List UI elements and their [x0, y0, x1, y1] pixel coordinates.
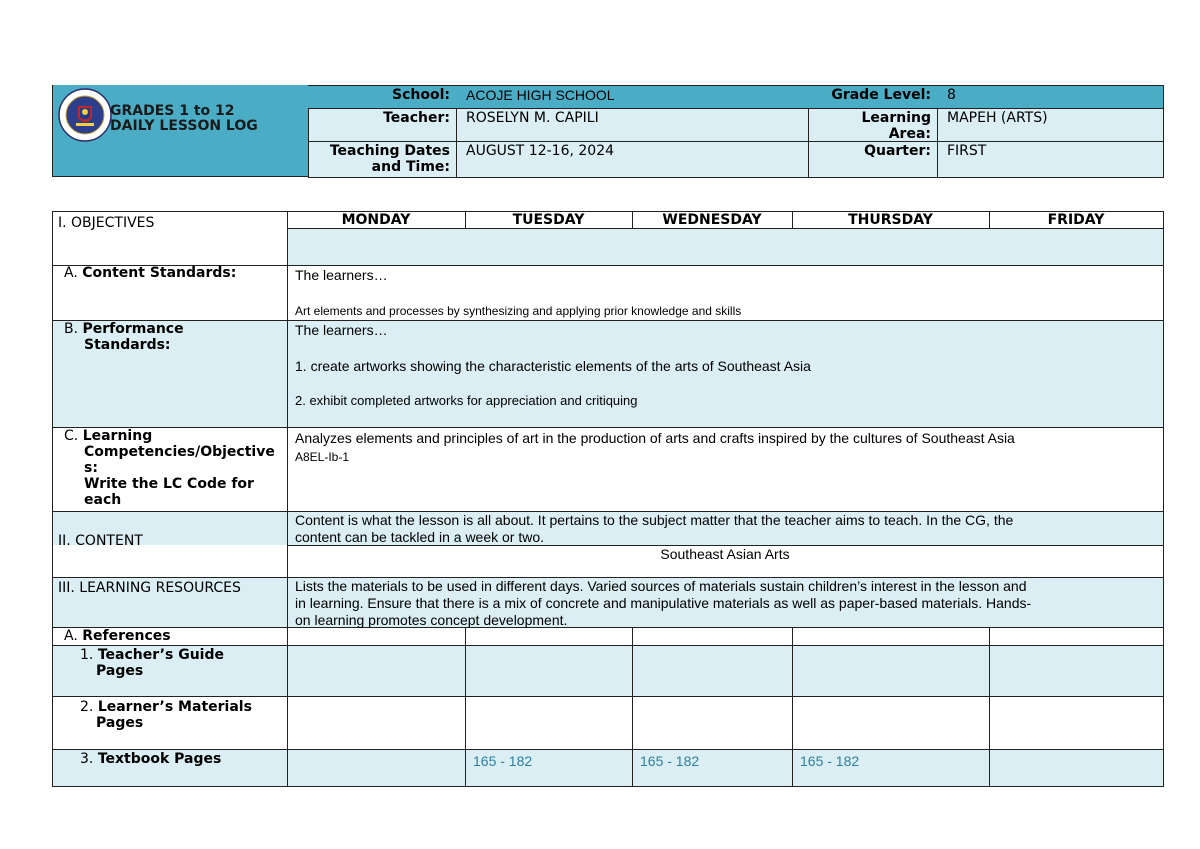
grade-level-value: 8 [947, 87, 956, 103]
content-standards-intro: The learners… [295, 267, 388, 283]
textbook-pages-wednesday: 165 - 182 [640, 753, 700, 769]
header-title-line2: DAILY LESSON LOG [110, 118, 258, 134]
school-label: School: [392, 87, 450, 103]
learning-resources-heading: III. LEARNING RESOURCES [58, 580, 241, 596]
content-heading: II. CONTENT [58, 533, 143, 549]
teacher-label: Teacher: [383, 110, 450, 126]
performance-standards-item2: 2. exhibit completed artworks for appreciation and critiquing [295, 393, 638, 408]
school-value: ACOJE HIGH SCHOOL [466, 87, 615, 103]
day-header-friday: FRIDAY [1047, 212, 1105, 228]
day-header-tuesday: TUESDAY [512, 212, 585, 228]
performance-standards-item1: 1. create artworks showing the characteristic elements of the arts of Southeast Asia [295, 358, 811, 374]
learning-area-label: Learning Area: [861, 110, 931, 142]
performance-standards-intro: The learners… [295, 322, 388, 338]
performance-standards-label: B. Performance Standards: [64, 321, 184, 353]
learning-competencies-label: C. Learning Competencies/Objective s: Write the LC Code for each [64, 428, 275, 508]
content-standards-text: Art elements and processes by synthesizing and applying prior knowledge and skills [295, 304, 742, 318]
textbook-pages-label: 3. Textbook Pages [80, 751, 222, 767]
content-standards-label: A. Content Standards: [64, 265, 237, 281]
learning-area-value: MAPEH (ARTS) [947, 110, 1048, 126]
grade-level-label: Grade Level: [831, 87, 931, 103]
deped-seal-logo [58, 88, 112, 142]
teaching-dates-label: Teaching Dates and Time: [329, 143, 450, 175]
teacher-value: ROSELYN M. CAPILI [466, 110, 599, 126]
header-title-line1: GRADES 1 to 12 [110, 103, 235, 119]
learners-materials-label: 2. Learner’s Materials Pages [80, 699, 252, 731]
learning-competency-text: Analyzes elements and principles of art in the production of arts and crafts inspired by the cultures of Southeast Asia [295, 430, 1015, 446]
textbook-pages-tuesday: 165 - 182 [473, 753, 533, 769]
header-title [110, 104, 258, 134]
day-header-wednesday: WEDNESDAY [662, 212, 762, 228]
content-topic: Southeast Asian Arts [660, 546, 790, 562]
content-description: Content is what the lesson is all about. It pertains to the subject matter that the teacher aims to teach. In the CG, the content can be tackled in a week or two. [295, 512, 1014, 545]
day-header-monday: MONDAY [341, 212, 411, 228]
teaching-dates-value: AUGUST 12-16, 2024 [466, 143, 615, 159]
quarter-value: FIRST [947, 143, 987, 159]
textbook-pages-thursday: 165 - 182 [800, 753, 860, 769]
quarter-label: Quarter: [864, 143, 931, 159]
learning-competency-code: A8EL-Ib-1 [295, 450, 350, 464]
teachers-guide-label: 1. Teacher’s Guide Pages [80, 647, 224, 679]
day-header-thursday: THURSDAY [848, 212, 933, 228]
references-label: A. References [64, 628, 171, 644]
learning-resources-description: Lists the materials to be used in different days. Varied sources of materials sustain children’s interest in the lesson and in learning. Ensure that there is a mix of concrete and manipulative materials as well as paper-based materials. Hands- on learning promotes concept development. [295, 578, 1032, 628]
objectives-heading: I. OBJECTIVES [58, 215, 155, 231]
